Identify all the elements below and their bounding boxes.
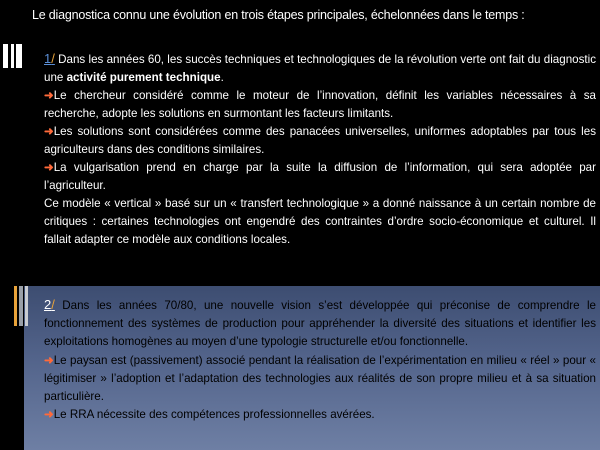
slide-title: Le diagnostica connu une évolution en trois étapes principales, échelonnées dans le temps : [32, 8, 525, 22]
arrow-icon: ➜ [44, 161, 54, 174]
arrow-icon: ➜ [44, 125, 54, 138]
section-2-intro: 2/ Dans les années 70/80, une nouvelle vision s’est développée qui préconise de comprendre le fonctionnement des systèmes de production pour appréhender la diversité des situations et identifier les exploitations homogènes au moyen d’une typologie structurelle et/ou fonctionnelle. [44, 297, 596, 349]
arrow-icon: ➜ [44, 353, 54, 367]
arrow-icon: ➜ [44, 408, 54, 422]
arrow-icon: ➜ [44, 89, 54, 102]
section-2-number: 2/ [44, 297, 55, 312]
decorative-bars-bottom [14, 286, 32, 326]
section-1-closing: Ce modèle « vertical » basé sur un « transfert technologique » a donné naissance à un certain nombre de critiques : certaines technologies ont engendré des contraintes d’ordre socio-économique et culturel. Il fallait adapter ce modèle aux conditions locales. [44, 197, 596, 246]
section-1-bullet: ➜Les solutions sont considérées comme des panacées universelles, uniformes adoptables par tous les agriculteurs dans des conditions similaires. [44, 125, 596, 156]
section-1-bullet: ➜Le chercheur considéré comme le moteur de l’innovation, définit les variables nécessaires à sa recherche, adopte les solutions en surmontant les facteurs limitants. [44, 89, 596, 120]
section-1-emphasis: activité purement technique [66, 71, 221, 84]
section-1-number: 1/ [44, 51, 55, 66]
section-2-bullet: ➜Le RRA nécessite des compétences professionnelles avérées. [44, 408, 375, 422]
section-2-bullet: ➜Le paysan est (passivement) associé pendant la réalisation de l’expérimentation en milieu « réel » pour « légitimiser » l’adoption et l’adaptation des technologies aux réalités de son propre milieu et à sa situation particulière. [44, 353, 596, 404]
section-1-text [44, 50, 596, 249]
section-1-intro: 1/ Dans les années 60, les succès techniques et technologiques de la révolution verte ont fait du diagnostic une activité purement technique. [44, 51, 596, 84]
section-1-box [24, 40, 600, 286]
section-2-box [24, 286, 600, 450]
section-2-text [44, 296, 596, 424]
section-1-bullet: ➜La vulgarisation prend en charge par la suite la diffusion de l’information, qui sera adoptée par l’agriculteur. [44, 161, 596, 192]
